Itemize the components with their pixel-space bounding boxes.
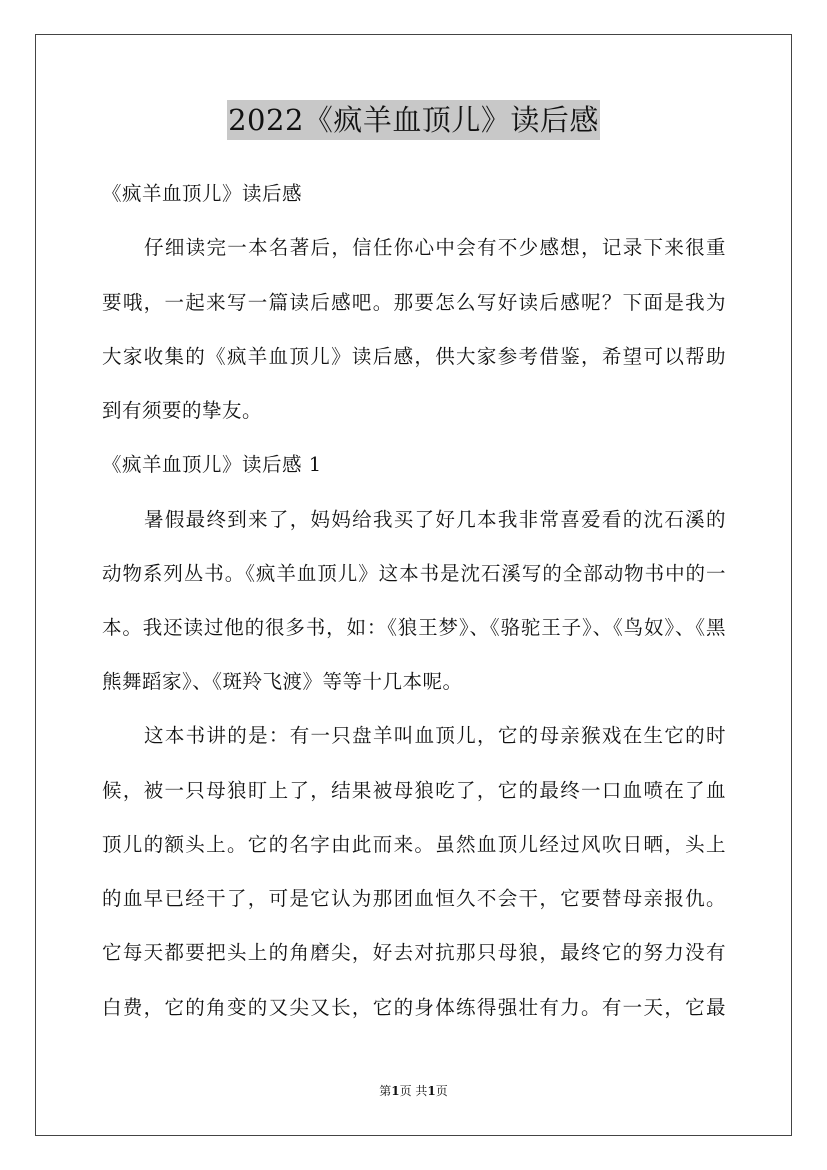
paragraph-line: 本。我还读过他的很多书，如：《狼王梦》、《骆驼王子》、《鸟奴》、《黑	[102, 616, 726, 639]
footer-page-suffix: 页	[435, 1084, 448, 1098]
footer-page-mid: 页 共	[399, 1084, 428, 1098]
paragraph-line: 的血早已经干了，可是它认为那团血恒久不会干，它要替母亲报仇。	[102, 887, 726, 910]
paragraph-line: 顶儿的额头上。它的名字由此而来。虽然血顶儿经过风吹日晒，头上	[102, 833, 726, 856]
page-footer	[0, 1083, 827, 1099]
paragraph-line: 暑假最终到来了，妈妈给我买了好几本我非常喜爱看的沈石溪的	[144, 508, 726, 531]
title-container	[0, 100, 827, 140]
footer-page-prefix: 第	[379, 1084, 392, 1098]
paragraph-line: 动物系列丛书。《疯羊血顶儿》这本书是沈石溪写的全部动物书中的一	[102, 562, 726, 585]
subtitle: 《疯羊血顶儿》读后感	[102, 182, 303, 205]
paragraph-line: 候，被一只母狼盯上了，结果被母狼吃了，它的最终一口血喷在了血	[102, 779, 726, 802]
paragraph-line: 白费，它的角变的又尖又长，它的身体练得强壮有力。有一天，它最	[102, 996, 726, 1019]
intro-line: 大家收集的《疯羊血顶儿》读后感，供大家参考借鉴，希望可以帮助	[102, 345, 726, 368]
document-title: 2022《疯羊血顶儿》读后感	[227, 100, 600, 140]
paragraph-line: 它每天都要把头上的角磨尖，好去对抗那只母狼，最终它的努力没有	[102, 941, 726, 964]
footer-page-total: 1	[427, 1084, 436, 1098]
paragraph-line: 熊舞蹈家》、《斑羚飞渡》等等十几本呢。	[102, 670, 463, 693]
intro-line: 要哦，一起来写一篇读后感吧。那要怎么写好读后感呢？下面是我为	[102, 291, 726, 314]
paragraph-line: 这本书讲的是：有一只盘羊叫血顶儿，它的母亲猴戏在生它的时	[144, 724, 726, 747]
section-heading: 《疯羊血顶儿》读后感 1	[102, 453, 322, 476]
footer-page-number: 1	[391, 1084, 400, 1098]
intro-line: 到有须要的挚友。	[102, 399, 263, 422]
intro-line: 仔细读完一本名著后，信任你心中会有不少感想，记录下来很重	[144, 236, 726, 259]
